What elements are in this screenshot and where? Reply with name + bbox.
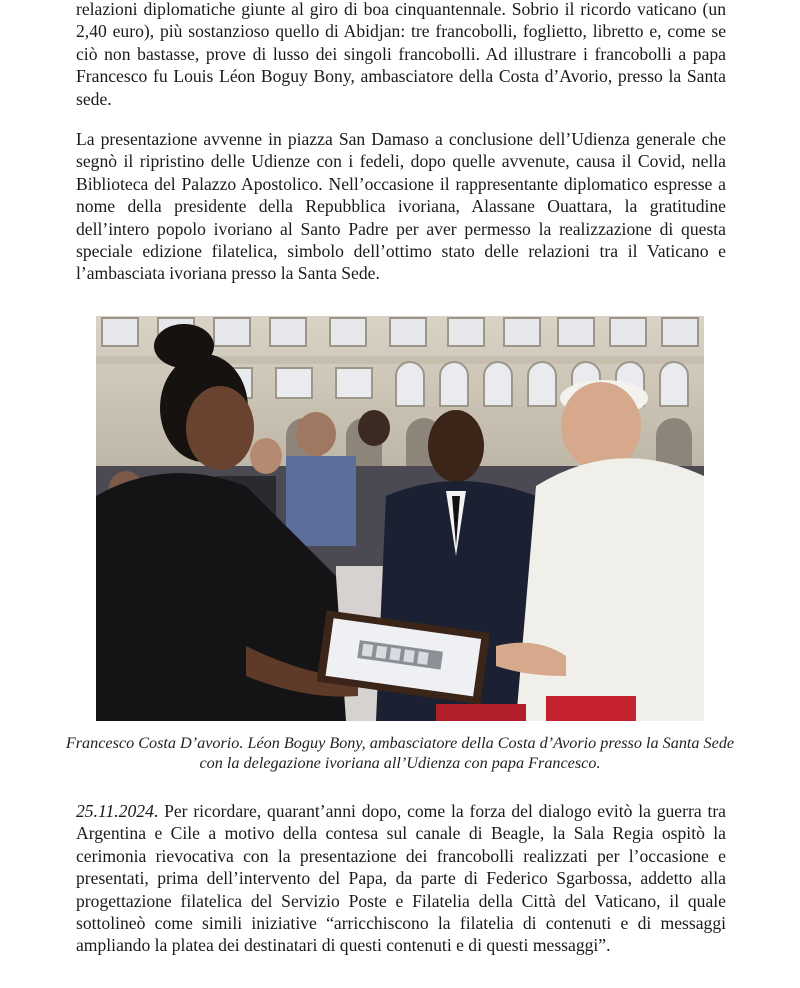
paragraph-1: relazioni diplomatiche giunte al giro di boa cinquantennale. Sobrio il ricordo vaticano (un 2,40 euro), più sostanzioso quello di Abidjan: tre francobolli, foglietto, libretto e, come se ciò non bastasse, prove di lusso dei singoli francobolli. Ad illustrare i francobolli a papa Francesco fu Louis Léon Boguy Bony, ambasciatore della Costa d’Avorio, presso la Santa sede. xyxy=(76,0,726,109)
paragraph-3-date: 25.11.2024 xyxy=(76,801,154,821)
ceremony-photo xyxy=(96,316,704,721)
paragraph-2: La presentazione avvenne in piazza San Damaso a conclusione dell’Udienza generale che segnò il ripristino delle Udienze con i fedeli, dopo quelle avvenute, causa il Covid, nella Biblioteca del Palazzo Apostolico. Nell’occasione il rappresentante diplomatico espresse a nome della presidente della Repubblica ivoriana, Alassane Ouattara, la gratitudine dell’intero popolo ivoriano al Santo Padre per aver permesso la realizzazione di questa speciale edizione filatelica, simbolo dell’ottimo stato delle relazioni tra il Vaticano e l’ambasciata ivoriana presso la Santa Sede. xyxy=(76,129,726,284)
paragraph-3-body: . Per ricordare, quarant’anni dopo, come la forza del dialogo evitò la guerra tra Argentina e Cile a motivo della contesa sul canale di Beagle, la Sala Regia ospitò la cerimonia rievocativa con la presentazione dei francobolli realizzati per l’occasione e presentati, prima dell’intervento del Papa, da parte di Federico Sgarbossa, addetto alla progettazione filatelica del Servizio Poste e Filatelia della Città del Vaticano, il quale sottolineò come simili iniziative “arricchiscono la filatelia di contenuti e di messaggi ampliando la platea dei destinatari di questi contenuti e di questi messaggi”. xyxy=(76,801,726,956)
paragraph-3 xyxy=(76,800,726,957)
photo-caption: Francesco Costa D’avorio. Léon Boguy Bony, ambasciatore della Costa d’Avorio presso la Santa Sede con la delegazione ivoriana all’Udienza con papa Francesco. xyxy=(65,734,735,772)
